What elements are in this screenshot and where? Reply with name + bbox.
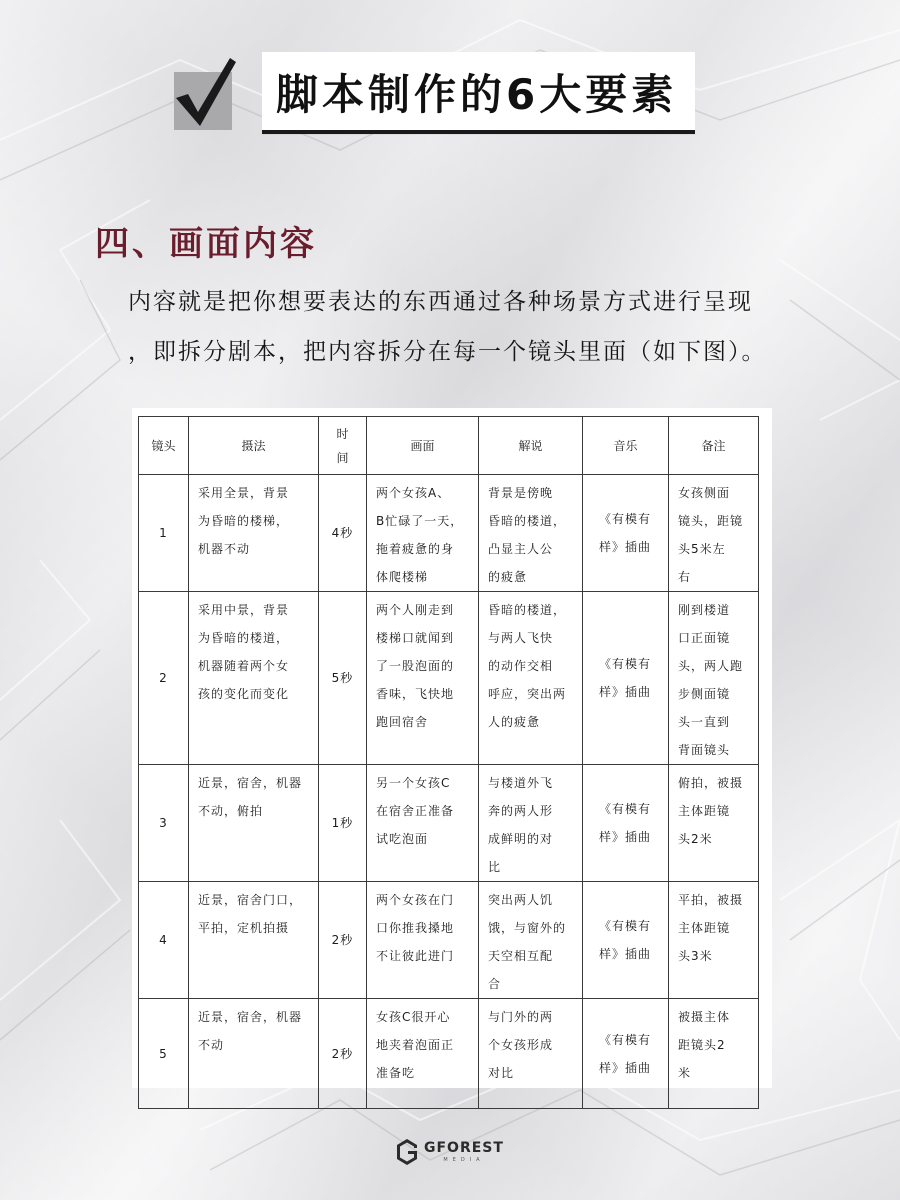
- cell-scene: [367, 999, 479, 1109]
- cell-music-line: 《有模有: [599, 802, 652, 816]
- cell-shot: 2: [139, 592, 189, 765]
- cell-music-line: 《有模有: [599, 512, 652, 526]
- cell-method-line: 机器随着两个女: [198, 659, 290, 673]
- cell-notes-line: 距镜头2: [678, 1038, 726, 1052]
- cell-method-line: 为昏暗的楼梯，: [198, 514, 290, 528]
- cell-music-line: 《有模有: [599, 919, 652, 933]
- cell-shot: 4: [139, 882, 189, 999]
- cell-notes-line: 头一直到: [678, 715, 731, 729]
- header-time-line1: 时: [336, 426, 349, 441]
- cell-method-line: 平拍，定机拍摄: [198, 921, 290, 935]
- cell-narration-line: 奔的两人形: [488, 804, 554, 818]
- cell-scene-line: 了一股泡面的: [376, 659, 455, 673]
- cell-notes-line: 头3米: [678, 949, 713, 963]
- cell-notes-line: 俯拍，被摄: [678, 776, 744, 790]
- cell-scene-line: 楼梯口就闻到: [376, 631, 455, 645]
- cell-narration: [479, 999, 583, 1109]
- cell-scene-line: 拖着疲惫的身: [376, 542, 455, 556]
- cell-narration-line: 昏暗的楼道，: [488, 514, 567, 528]
- cell-notes-line: 步侧面镜: [678, 687, 731, 701]
- cell-method-line: 机器不动: [198, 542, 251, 556]
- cell-narration: [479, 592, 583, 765]
- table-row: [139, 882, 759, 999]
- cell-music-line: 样》插曲: [599, 830, 652, 844]
- cell-method: [189, 592, 319, 765]
- cell-narration-line: 与两人飞快: [488, 631, 554, 645]
- cell-scene: [367, 765, 479, 882]
- cell-scene-line: 女孩C很开心: [376, 1010, 451, 1024]
- cell-music: [583, 882, 669, 999]
- cell-method-line: 近景，宿舍门口，: [198, 893, 303, 907]
- cell-time: 2秒: [319, 999, 367, 1109]
- cell-method-line: 采用全景，背景: [198, 486, 290, 500]
- table-body: [139, 475, 759, 1109]
- cell-music-line: 《有模有: [599, 1032, 652, 1047]
- cell-music: [583, 999, 669, 1109]
- cell-notes: [669, 882, 759, 999]
- cell-scene-line: 跑回宿舍: [376, 715, 429, 729]
- cell-narration-line: 昏暗的楼道，: [488, 603, 567, 617]
- cell-notes: [669, 765, 759, 882]
- intro-line: ，即拆分剧本，把内容拆分在每一个镜头里面（如下图）。: [128, 339, 767, 365]
- cell-narration-line: 呼应，突出两: [488, 687, 567, 701]
- cell-music: [583, 475, 669, 592]
- cell-narration-line: 人的疲惫: [488, 715, 541, 729]
- cell-notes-line: 头2米: [678, 832, 713, 846]
- intro-paragraph: [128, 288, 828, 388]
- storyboard-table: [138, 416, 759, 1109]
- logo-wordmark: GFOREST: [424, 1139, 504, 1156]
- cell-scene-line: 香味，飞快地: [376, 687, 455, 701]
- cell-music-line: 样》插曲: [599, 540, 652, 554]
- cell-scene-line: 试吃泡面: [376, 832, 429, 846]
- storyboard-table-card: [132, 408, 772, 1088]
- cell-notes-line: 镜头，距镜: [678, 514, 744, 528]
- cell-scene-line: 两个女孩在门: [376, 893, 455, 907]
- cell-shot: 1: [139, 475, 189, 592]
- section-heading: 四、画面内容: [95, 224, 317, 264]
- cell-narration-line: 合: [488, 977, 502, 991]
- cell-music-line: 样》插曲: [599, 685, 652, 699]
- cell-shot: 3: [139, 765, 189, 882]
- cell-method: [189, 882, 319, 999]
- cell-method-line: 不动: [198, 1038, 225, 1052]
- cell-narration-line: 比: [488, 860, 502, 874]
- page-title: 脚本制作的6大要素: [276, 70, 678, 119]
- cell-scene-line: 两个人刚走到: [376, 603, 455, 617]
- table-row: [139, 999, 759, 1109]
- intro-line: 内容就是把你想要表达的东西通过各种场景方式进行呈现: [128, 289, 753, 315]
- cell-narration-line: 突出两人饥: [488, 893, 554, 907]
- cell-scene-line: 地夹着泡面正: [376, 1038, 455, 1052]
- cell-notes: [669, 592, 759, 765]
- cell-time: 2秒: [319, 882, 367, 999]
- cell-narration-line: 凸显主人公: [488, 542, 554, 556]
- cell-notes-line: 头5米左: [678, 542, 726, 556]
- title-banner: [262, 52, 695, 134]
- cell-method: [189, 475, 319, 592]
- cell-narration: [479, 882, 583, 999]
- table-row: [139, 765, 759, 882]
- header-time: [319, 417, 367, 475]
- table-row: [139, 475, 759, 592]
- cell-narration-line: 天空相互配: [488, 949, 554, 963]
- table-row: [139, 592, 759, 765]
- cell-method: [189, 999, 319, 1109]
- cell-time: 5秒: [319, 592, 367, 765]
- cell-narration-line: 个女孩形成: [488, 1038, 554, 1052]
- cell-narration-line: 的动作交相: [488, 659, 554, 673]
- header-time-line2: 间: [336, 450, 349, 465]
- cell-scene-line: 在宿舍正准备: [376, 804, 455, 818]
- cell-method-line: 近景，宿舍，机器: [198, 1010, 303, 1024]
- cell-method-line: 不动，俯拍: [198, 804, 264, 818]
- cell-narration: [479, 475, 583, 592]
- cell-method-line: 近景，宿舍，机器: [198, 776, 303, 790]
- cell-scene-line: 两个女孩A、: [376, 486, 451, 500]
- header-method: 摄法: [189, 417, 319, 475]
- logo-subtext: MEDIA: [443, 1156, 485, 1163]
- cell-music-line: 样》插曲: [599, 1060, 652, 1075]
- header-notes: 备注: [669, 417, 759, 475]
- cell-narration-line: 背景是傍晚: [488, 486, 554, 500]
- cell-method-line: 为昏暗的楼道，: [198, 631, 290, 645]
- cell-narration-line: 与门外的两: [488, 1010, 554, 1024]
- cell-method-line: 孩的变化而变化: [198, 687, 290, 701]
- cell-notes-line: 右: [678, 570, 692, 584]
- cell-scene: [367, 882, 479, 999]
- cell-method: [189, 765, 319, 882]
- cell-music: [583, 592, 669, 765]
- cell-notes-line: 米: [678, 1066, 692, 1080]
- cell-notes-line: 被摄主体: [678, 1010, 731, 1024]
- cell-notes: [669, 475, 759, 592]
- cell-narration-line: 饿，与窗外的: [488, 921, 567, 935]
- cell-notes-line: 主体距镜: [678, 921, 731, 935]
- cell-notes-line: 口正面镜: [678, 631, 731, 645]
- cell-scene-line: 体爬楼梯: [376, 570, 429, 584]
- header-scene: 画面: [367, 417, 479, 475]
- cell-time: 1秒: [319, 765, 367, 882]
- cell-notes-line: 主体距镜: [678, 804, 731, 818]
- cell-notes-line: 女孩侧面: [678, 486, 731, 500]
- cell-music-line: 《有模有: [599, 657, 652, 671]
- cell-narration-line: 成鲜明的对: [488, 832, 554, 846]
- header-music: 音乐: [583, 417, 669, 475]
- cell-scene-line: B忙碌了一天，: [376, 514, 464, 528]
- cell-narration-line: 的疲惫: [488, 570, 528, 584]
- cell-notes-line: 头，两人跑: [678, 659, 744, 673]
- cell-narration: [479, 765, 583, 882]
- title-bar: [170, 52, 695, 134]
- cell-scene-line: 不让彼此进门: [376, 949, 455, 963]
- cell-narration-line: 对比: [488, 1066, 515, 1080]
- header-narration: 解说: [479, 417, 583, 475]
- cell-music: [583, 765, 669, 882]
- cell-scene: [367, 592, 479, 765]
- table-header-row: [139, 417, 759, 475]
- cell-scene-line: 另一个女孩C: [376, 776, 451, 790]
- cell-notes-line: 平拍，被摄: [678, 893, 744, 907]
- cell-scene: [367, 475, 479, 592]
- cell-scene-line: 口你推我搡地: [376, 921, 455, 935]
- cell-notes-line: 刚到楼道: [678, 603, 731, 617]
- cell-music-line: 样》插曲: [599, 947, 652, 961]
- cell-time: 4秒: [319, 475, 367, 592]
- checkmark-box-icon: [170, 54, 236, 132]
- cell-shot: 5: [139, 999, 189, 1109]
- cell-narration-line: 与楼道外飞: [488, 776, 554, 790]
- gforest-logo-icon: [396, 1138, 418, 1166]
- cell-notes-line: 背面镜头: [678, 743, 731, 757]
- header-shot: 镜头: [139, 417, 189, 475]
- cell-notes: [669, 999, 759, 1109]
- cell-scene-line: 准备吃: [376, 1066, 416, 1080]
- cell-method-line: 采用中景，背景: [198, 603, 290, 617]
- brand-logo: [396, 1138, 504, 1166]
